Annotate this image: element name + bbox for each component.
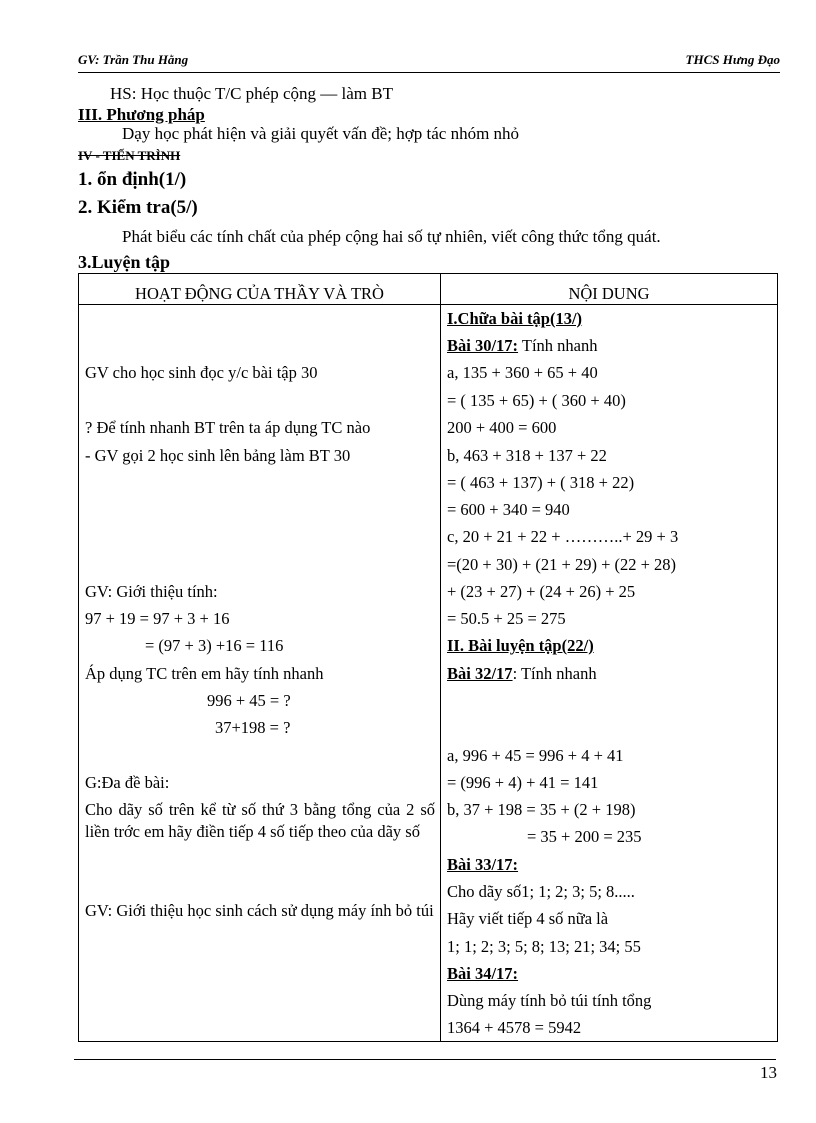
- right-line: = ( 463 + 137) + ( 318 + 22): [447, 473, 635, 492]
- right-line: = 50.5 + 25 = 275: [447, 609, 566, 628]
- section-3-text: Dạy học phát hiện và giải quyết vấn đề; hợp tác nhóm nhỏ: [122, 124, 520, 143]
- right-line: [447, 336, 598, 356]
- left-line: Áp dụng TC trên em hãy tính nhanh: [85, 664, 324, 683]
- content-cell: [441, 305, 778, 1042]
- right-line: 1; 1; 2; 3; 5; 8; 13; 21; 34; 55: [447, 937, 641, 956]
- right-line: = 35 + 200 = 235: [527, 827, 642, 846]
- left-line: = (97 + 3) +16 = 116: [145, 636, 284, 655]
- right-line: b, 37 + 198 = 35 + (2 + 198): [447, 800, 636, 819]
- right-line: Dùng máy tính bỏ túi tính tổng: [447, 991, 652, 1010]
- right-line: = 600 + 340 = 940: [447, 500, 570, 519]
- right-line: a, 996 + 45 = 996 + 4 + 41: [447, 746, 624, 765]
- exercise-task: : Tính nhanh: [512, 664, 597, 683]
- right-heading: I.Chữa bài tập(13/): [447, 309, 583, 328]
- left-line: GV: Giới thiệu tính:: [85, 582, 218, 601]
- left-paragraph: GV: Giới thiệu học sinh cách sử dụng máy ính bỏ túi: [85, 901, 434, 920]
- col-header-activities: HOẠT ĐỘNG CỦA THẦY VÀ TRÒ: [79, 274, 441, 305]
- left-line: 37+198 = ?: [215, 718, 291, 737]
- right-line: Hãy viết tiếp 4 số nữa là: [447, 909, 609, 928]
- right-line: 200 + 400 = 600: [447, 418, 557, 437]
- exercise-label: Bài 30/17:: [447, 336, 519, 355]
- left-line: 97 + 19 = 97 + 3 + 16: [85, 609, 230, 628]
- exercise-label: Bài 32/17: [447, 664, 513, 683]
- exercise-label: Bài 33/17:: [447, 855, 519, 874]
- page-number: 13: [760, 1063, 777, 1082]
- right-line: c, 20 + 21 + 22 + ………..+ 29 + 3: [447, 527, 679, 546]
- right-line: = (996 + 4) + 41 = 141: [447, 773, 599, 792]
- right-line: 1364 + 4578 = 5942: [447, 1018, 582, 1037]
- step-2-text: Phát biểu các tính chất của phép cộng hai số tự nhiên, viết công thức tổng quát.: [122, 227, 661, 246]
- header-divider: [78, 72, 780, 73]
- section-3-title: III. Phương pháp: [78, 105, 205, 124]
- step-2-heading: 2. Kiểm tra(5/): [78, 197, 198, 218]
- right-line: a, 135 + 360 + 65 + 40: [447, 363, 598, 382]
- section-4-title: IV - TIẾN TRÌNH: [78, 148, 181, 163]
- left-line: G:Đa đề bài:: [85, 773, 170, 792]
- left-line: - GV gọi 2 học sinh lên bảng làm BT 30: [85, 446, 351, 465]
- activities-cell: [79, 305, 441, 1042]
- left-line: GV cho học sinh đọc y/c bài tập 30: [85, 363, 318, 382]
- right-line: = ( 135 + 65) + ( 360 + 40): [447, 391, 626, 410]
- right-line: =(20 + 30) + (21 + 29) + (22 + 28): [447, 555, 677, 574]
- hs-line: HS: Học thuộc T/C phép cộng — làm BT: [110, 84, 393, 103]
- right-line: Cho dãy số1; 1; 2; 3; 5; 8.....: [447, 882, 635, 901]
- left-paragraph: Cho dãy số trên kể từ số thứ 3 bằng tổng của 2 số liền trớc em hãy điền tiếp 4 số tiếp theo của dãy số: [85, 800, 435, 841]
- header-school: THCS Hưng Đạo: [685, 52, 780, 67]
- right-line: [447, 664, 597, 684]
- footer-divider: [74, 1059, 776, 1060]
- left-line: 996 + 45 = ?: [207, 691, 291, 710]
- step-1-heading: 1. ổn định(1/): [78, 169, 187, 190]
- col-header-content: NỘI DUNG: [441, 274, 778, 305]
- right-line: + (23 + 27) + (24 + 26) + 25: [447, 582, 636, 601]
- right-heading: II. Bài luyện tập(22/): [447, 636, 594, 655]
- right-line: b, 463 + 318 + 137 + 22: [447, 446, 607, 465]
- exercise-task: Tính nhanh: [518, 336, 598, 355]
- left-line: ? Để tính nhanh BT trên ta áp dụng TC nào: [85, 418, 371, 437]
- lesson-table: [78, 273, 778, 1042]
- exercise-label: Bài 34/17:: [447, 964, 519, 983]
- header-teacher: GV: Trần Thu Hằng: [78, 52, 189, 67]
- step-3-heading: 3.Luyện tập: [78, 252, 171, 272]
